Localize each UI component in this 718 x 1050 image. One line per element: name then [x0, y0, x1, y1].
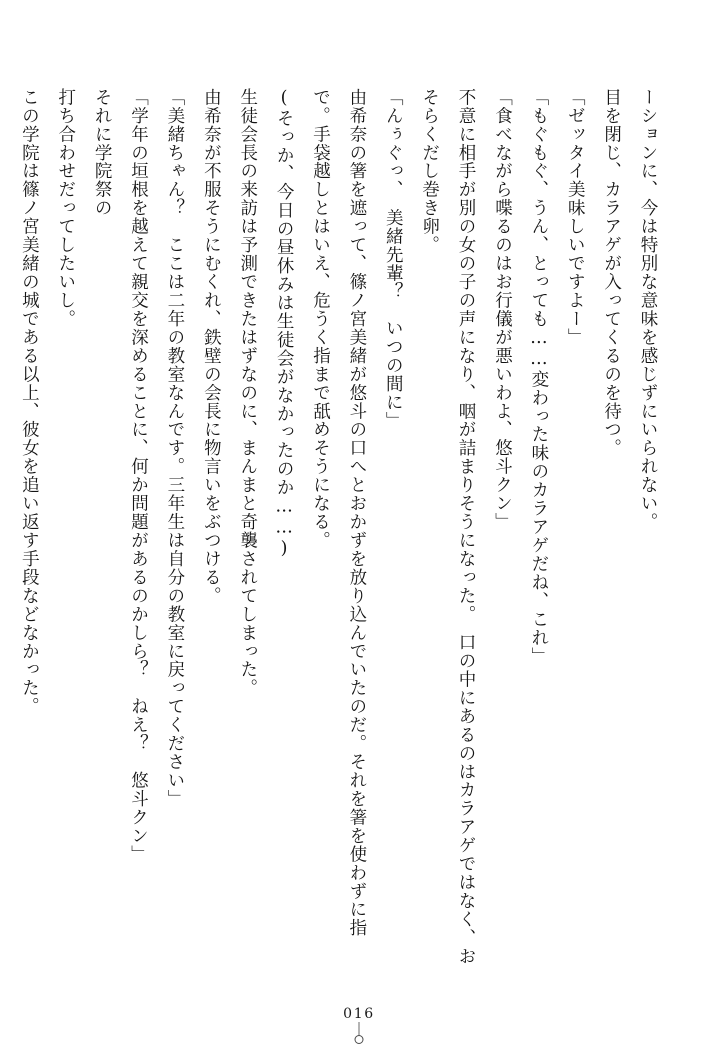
paragraph: 「ゼッタイ美味しいですよー」 — [565, 88, 586, 347]
paragraph: 「食べながら喋るのはお行儀が悪いわよ、悠斗クン」 — [492, 88, 513, 532]
paragraph: ーションに、今は特別な意味を感じずにいられない。 — [638, 88, 658, 532]
page-number: 016 — [343, 1006, 375, 1022]
paragraph: この学院は篠ノ宮美緒の城である以上、彼女を追い返す手段などなかった。 — [19, 88, 40, 716]
paragraph-trailing-fragment: それに学院祭の — [92, 88, 113, 218]
footer-dot-decoration — [355, 1035, 364, 1044]
paragraph: 由希奈が不服そうにむくれ、鉄壁の会長に物言いをぶつける。 — [201, 88, 222, 605]
paragraph: 由希奈の箸を遮って、篠ノ宮美緒が悠斗の口へとおかずを放り込んでいたのだ。それを箸を使わずに指で。手袋越しとはいえ、危うく指まで舐めそうになる。 — [310, 88, 367, 938]
page-footer — [0, 978, 718, 1050]
paragraph: 「学年の垣根を越えて親交を深めることに、何か問題があるのかしら？ ねえ？ 悠斗クン」 — [128, 88, 149, 864]
paragraph: 不意に相手が別の女の子の声になり、咽が詰まりそうになった。 口の中にあるのはカラアゲではなく、おそらくだし巻き卵。 — [419, 88, 477, 966]
paragraph: 「もぐもぐ、うん、とっても……変わった味のカラアゲだね、これ」 — [528, 88, 549, 666]
paragraph: 打ち合わせだってしたいし。 — [55, 88, 76, 329]
paragraph: 生徒会長の来訪は予測できたはずなのに、まんまと奇襲されてしまった。 — [237, 88, 258, 698]
paragraph: 「んぅぐっ、 美緒先輩？ いつの間に」 — [383, 88, 404, 431]
footer-rule-decoration — [359, 1022, 360, 1036]
paragraph: 「美緒ちゃん？ ここは二年の教室なんです。三年生は自分の教室に戻ってください」 — [164, 88, 185, 809]
paragraph: 目を閉じ、カラアゲが入ってくるのを待つ。 — [601, 88, 622, 458]
vertical-text-body — [19, 88, 666, 968]
paragraph: (そっか、今日の昼休みは生徒会がなかったのか……) — [274, 88, 295, 560]
